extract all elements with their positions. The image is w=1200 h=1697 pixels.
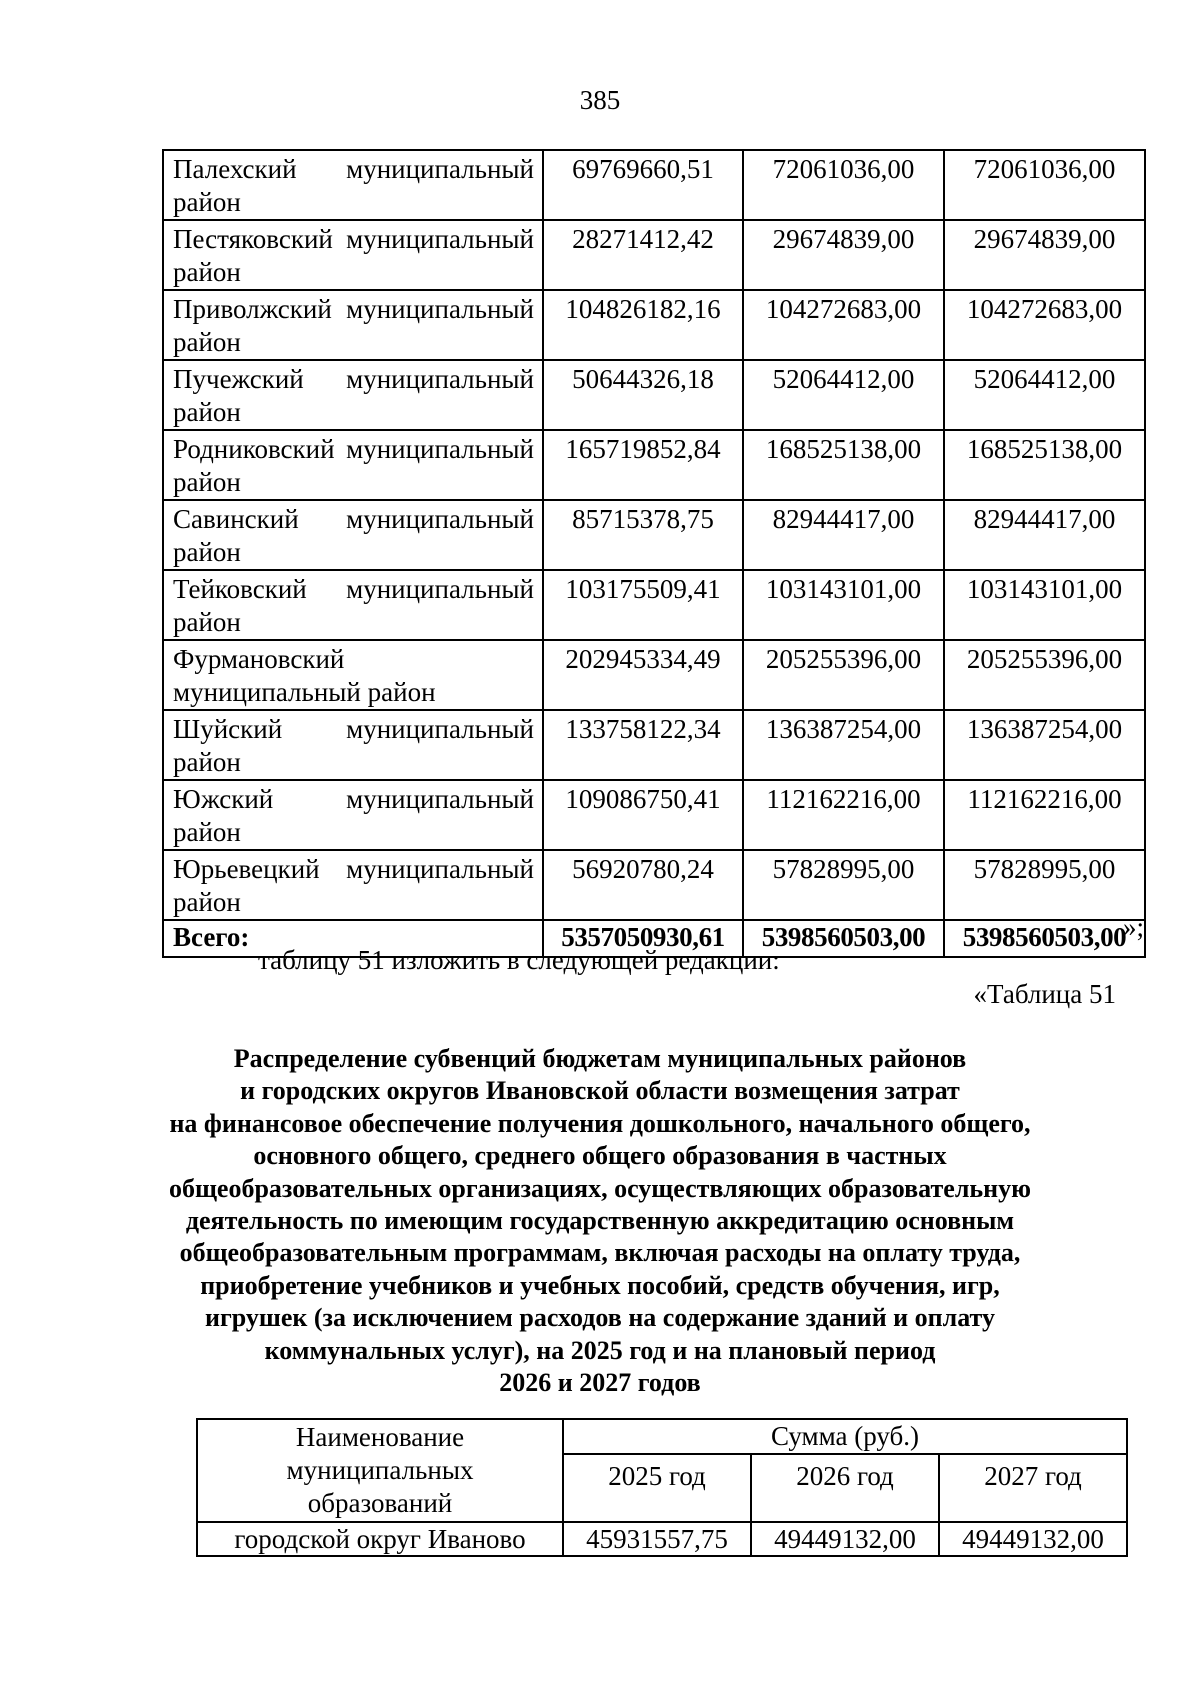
district-name: Тейковский муниципальный район (163, 570, 543, 640)
table-row (163, 430, 1145, 500)
header-name-line: Наименование (295, 1422, 465, 1452)
total-2026: 5398560503,00 (743, 920, 944, 957)
table-label: «Таблица 51 (973, 979, 1116, 1009)
total-2025: 5357050930,61 (543, 920, 743, 957)
district-name: Родниковский муниципальный район (163, 430, 543, 500)
value-2026: 72061036,00 (743, 150, 944, 220)
district-name: Южский муниципальный район (163, 780, 543, 850)
header-year-2025: 2025 год (563, 1454, 751, 1522)
value-2027: 52064412,00 (944, 360, 1145, 430)
value-2027: 82944417,00 (944, 500, 1145, 570)
value-2027: 104272683,00 (944, 290, 1145, 360)
value-2026: 205255396,00 (743, 640, 944, 710)
subsidy-table-51 (196, 1418, 1128, 1557)
table-header-row (197, 1419, 1127, 1454)
value-2026: 136387254,00 (743, 710, 944, 780)
district-name: Пестяковский муниципальный район (163, 220, 543, 290)
value-2025: 56920780,24 (543, 850, 743, 920)
district-name: городской округ Иваново (197, 1522, 563, 1556)
header-year-2027: 2027 год (939, 1454, 1127, 1522)
heading-line: основного общего, среднего общего образования в частных (253, 1141, 947, 1171)
value-2027: 136387254,00 (944, 710, 1145, 780)
value-2027: 57828995,00 (944, 850, 1145, 920)
table-row (163, 150, 1145, 220)
heading-line: общеобразовательным программам, включая расходы на оплату труда, (179, 1238, 1021, 1268)
header-year-2026: 2026 год (751, 1454, 939, 1522)
value-2025: 202945334,49 (543, 640, 743, 710)
value-2025: 165719852,84 (543, 430, 743, 500)
header-name-line: образований (307, 1488, 453, 1518)
heading-line: на финансовое обеспечение получения дошкольного, начального общего, (169, 1108, 1031, 1138)
heading-line: Распределение субвенций бюджетам муниципальных районов (233, 1044, 967, 1073)
value-2027: 49449132,00 (939, 1522, 1127, 1556)
heading-line: приобретение учебников и учебных пособий, средств обучения, игр, (200, 1270, 1000, 1300)
table-row (163, 640, 1145, 710)
district-name: Пучежский муниципальный район (163, 360, 543, 430)
table-row (163, 360, 1145, 430)
district-name: Савинский муниципальный район (163, 500, 543, 570)
value-2025: 133758122,34 (543, 710, 743, 780)
value-2027: 205255396,00 (944, 640, 1145, 710)
value-2026: 103143101,00 (743, 570, 944, 640)
header-name-line: муниципальных (286, 1455, 474, 1485)
value-2026: 104272683,00 (743, 290, 944, 360)
value-2026: 112162216,00 (743, 780, 944, 850)
header-sum: Сумма (руб.) (563, 1419, 1127, 1454)
heading-line: игрушек (за исключением расходов на содержание зданий и оплату (205, 1303, 995, 1333)
table-row (163, 780, 1145, 850)
subsidy-table-continued (162, 149, 1146, 958)
heading-line: общеобразовательных организациях, осуществляющих образовательную (168, 1173, 1032, 1203)
value-2025: 50644326,18 (543, 360, 743, 430)
value-2026: 29674839,00 (743, 220, 944, 290)
value-2027: 168525138,00 (944, 430, 1145, 500)
table-row (163, 710, 1145, 780)
value-2026: 57828995,00 (743, 850, 944, 920)
table-row (163, 290, 1145, 360)
value-2026: 49449132,00 (751, 1522, 939, 1556)
intro-text: таблицу 51 изложить в следующей редакции: (258, 945, 780, 975)
page-number: 385 (579, 85, 621, 115)
value-2025: 85715378,75 (543, 500, 743, 570)
value-2027: 29674839,00 (944, 220, 1145, 290)
table-heading (150, 1043, 1050, 1399)
table-row (197, 1522, 1127, 1556)
total-label: Всего: (163, 920, 543, 957)
value-2026: 168525138,00 (743, 430, 944, 500)
value-2025: 45931557,75 (563, 1522, 751, 1556)
district-name: Фурмановский муниципальный район (163, 640, 543, 710)
value-2027: 72061036,00 (944, 150, 1145, 220)
table-row (163, 220, 1145, 290)
value-2026: 52064412,00 (743, 360, 944, 430)
value-2025: 103175509,41 (543, 570, 743, 640)
value-2027: 112162216,00 (944, 780, 1145, 850)
heading-line: деятельность по имеющим государственную аккредитацию основным (185, 1206, 1015, 1236)
total-2027: 5398560503,00 (944, 920, 1145, 957)
heading-line: 2026 и 2027 годов (499, 1368, 701, 1398)
closing-quote: »; (1122, 912, 1144, 942)
heading-line: коммунальных услуг), на 2025 год и на плановый период (264, 1335, 936, 1365)
value-2025: 109086750,41 (543, 780, 743, 850)
district-name: Палехский муниципальный район (163, 150, 543, 220)
value-2027: 103143101,00 (944, 570, 1145, 640)
district-name: Юрьевецкий муниципальный район (163, 850, 543, 920)
heading-line: и городских округов Ивановской области возмещения затрат (240, 1076, 960, 1106)
district-name: Шуйский муниципальный район (163, 710, 543, 780)
table-row (163, 850, 1145, 920)
table-row (163, 500, 1145, 570)
value-2026: 82944417,00 (743, 500, 944, 570)
value-2025: 28271412,42 (543, 220, 743, 290)
district-name: Приволжский муниципальный район (163, 290, 543, 360)
value-2025: 104826182,16 (543, 290, 743, 360)
table-row (163, 570, 1145, 640)
value-2025: 69769660,51 (543, 150, 743, 220)
header-name (197, 1419, 563, 1522)
